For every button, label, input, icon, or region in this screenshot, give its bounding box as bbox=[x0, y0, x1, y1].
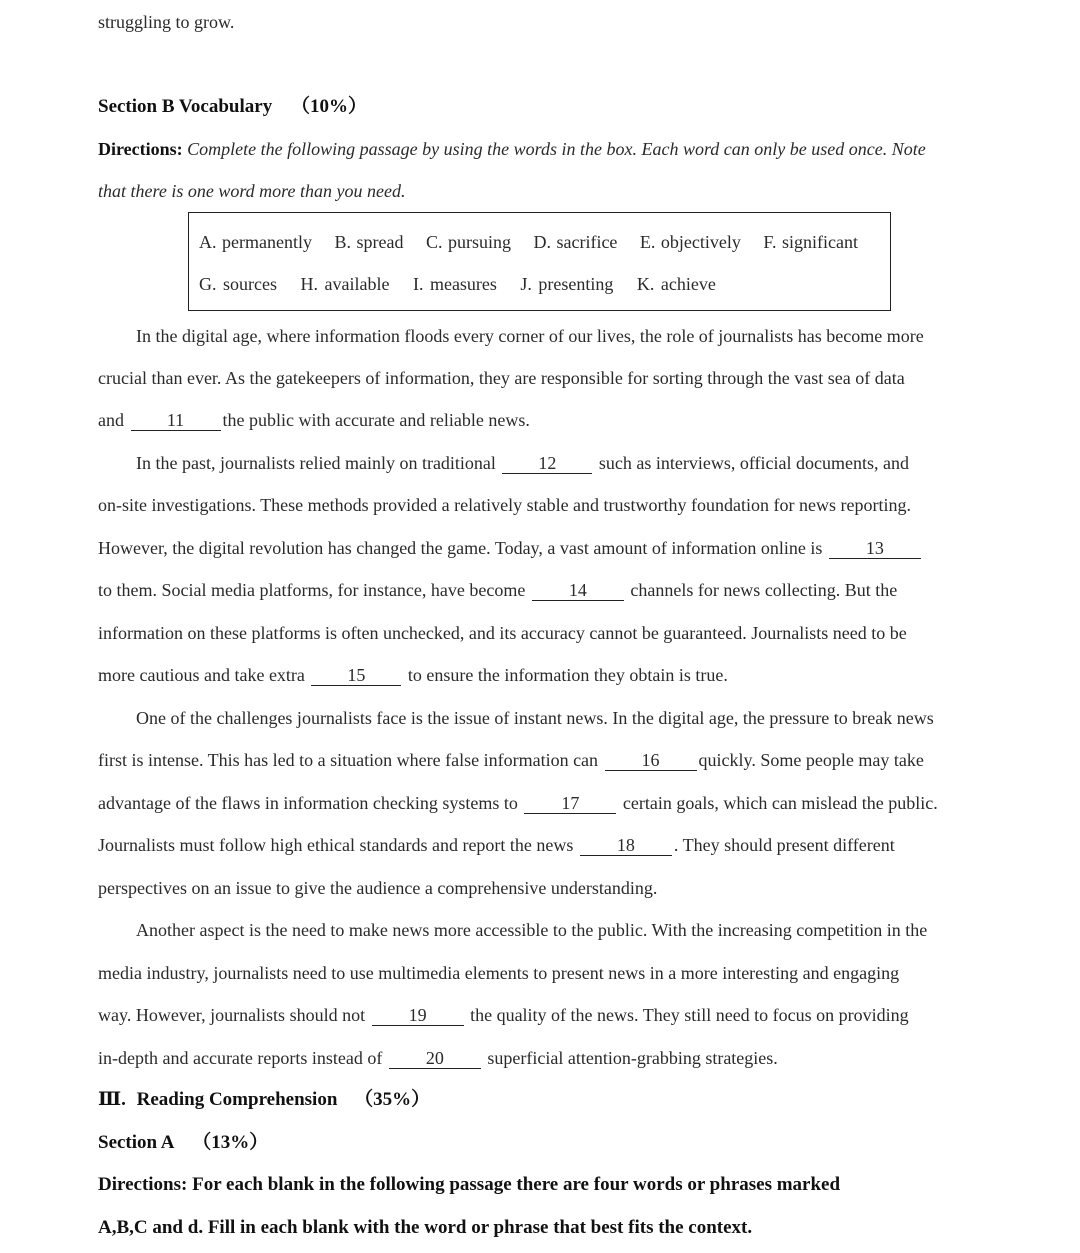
word-option: D. sacrifice bbox=[533, 232, 618, 252]
text-span: certain goals, which can mislead the public. bbox=[622, 793, 938, 813]
p2-line-5: information on these platforms is often unchecked, and its accuracy cannot be guaranteed. Journalists need to be bbox=[98, 623, 907, 643]
word-bank-row-2 bbox=[199, 274, 733, 295]
answer-blank-19[interactable]: 19 bbox=[372, 1005, 464, 1026]
part-3-heading bbox=[98, 1088, 430, 1112]
text-span: In the past, journalists relied mainly on traditional bbox=[136, 453, 496, 473]
p3-line-3 bbox=[98, 791, 938, 815]
text-span: channels for news collecting. But the bbox=[630, 580, 898, 600]
p2-line-6 bbox=[98, 663, 728, 687]
section-b-title: Section B Vocabulary bbox=[98, 96, 273, 117]
answer-blank-15[interactable]: 15 bbox=[311, 665, 401, 686]
text-span: However, the digital revolution has changed the game. Today, a vast amount of information online is bbox=[98, 538, 823, 558]
word-option: B. spread bbox=[334, 232, 404, 252]
word-option: J. presenting bbox=[520, 274, 614, 294]
section-b-percent: （10%） bbox=[290, 96, 367, 117]
text-span: the public with accurate and reliable news. bbox=[222, 410, 530, 430]
word-option: F. significant bbox=[763, 232, 858, 252]
text-span: advantage of the flaws in information checking systems to bbox=[98, 793, 518, 813]
text-span: to ensure the information they obtain is true. bbox=[407, 665, 728, 685]
word-option: K. achieve bbox=[636, 274, 716, 294]
p4-line-1: Another aspect is the need to make news more accessible to the public. With the increasing competition in the bbox=[136, 920, 928, 940]
text-span: way. However, journalists should not bbox=[98, 1005, 366, 1025]
answer-blank-17[interactable]: 17 bbox=[524, 793, 616, 814]
word-option: E. objectively bbox=[639, 232, 741, 252]
p4-line-2: media industry, journalists need to use multimedia elements to present news in a more interesting and engaging bbox=[98, 963, 900, 983]
p3-line-2 bbox=[98, 748, 924, 772]
p2-line-1 bbox=[136, 451, 909, 475]
continued-text: struggling to grow. bbox=[98, 12, 235, 32]
p1-line-3 bbox=[98, 408, 530, 432]
p3-line-4 bbox=[98, 833, 895, 857]
text-span: the quality of the news. They still need to focus on providing bbox=[470, 1005, 909, 1025]
word-bank-row-1 bbox=[199, 232, 858, 253]
answer-blank-13[interactable]: 13 bbox=[829, 538, 921, 559]
answer-blank-14[interactable]: 14 bbox=[532, 580, 624, 601]
p2-line-2: on-site investigations. These methods provided a relatively stable and trustworthy foundation for news reporting. bbox=[98, 495, 911, 515]
word-option: A. permanently bbox=[199, 232, 312, 252]
p2-line-3 bbox=[98, 536, 923, 560]
section-b-directions bbox=[98, 137, 926, 161]
section-a-title: Section A bbox=[98, 1132, 174, 1153]
text-span: first is intense. This has led to a situation where false information can bbox=[98, 750, 599, 770]
directions-text-2: that there is one word more than you need. bbox=[98, 181, 406, 201]
p4-line-4 bbox=[98, 1046, 778, 1070]
part-3-percent: （35%） bbox=[354, 1089, 431, 1110]
section-b-heading bbox=[98, 95, 367, 119]
part-3-numeral: Ⅲ. bbox=[98, 1089, 126, 1110]
answer-blank-11[interactable]: 11 bbox=[131, 410, 221, 431]
text-span: superficial attention-grabbing strategies. bbox=[487, 1048, 778, 1068]
text-span: Journalists must follow high ethical standards and report the news bbox=[98, 835, 574, 855]
answer-blank-16[interactable]: 16 bbox=[605, 750, 697, 771]
text-span: to them. Social media platforms, for instance, have become bbox=[98, 580, 526, 600]
p3-line-5: perspectives on an issue to give the audience a comprehensive understanding. bbox=[98, 878, 658, 898]
text-span: such as interviews, official documents, and bbox=[598, 453, 910, 473]
text-span: and bbox=[98, 410, 124, 430]
text-span: more cautious and take extra bbox=[98, 665, 305, 685]
section-a-directions-1: Directions: For each blank in the following passage there are four words or phrases marked bbox=[98, 1174, 841, 1195]
text-span: in-depth and accurate reports instead of bbox=[98, 1048, 383, 1068]
p1-line-1: In the digital age, where information floods every corner of our lives, the role of journalists has become more bbox=[136, 326, 924, 346]
answer-blank-12[interactable]: 12 bbox=[502, 453, 592, 474]
word-option: G. sources bbox=[199, 274, 277, 294]
p2-line-4 bbox=[98, 578, 897, 602]
word-option: H. available bbox=[300, 274, 390, 294]
p3-line-1: One of the challenges journalists face is the issue of instant news. In the digital age, the pressure to break news bbox=[136, 708, 934, 728]
text-span: quickly. Some people may take bbox=[698, 750, 924, 770]
section-a-heading bbox=[98, 1131, 268, 1155]
text-span: . They should present different bbox=[673, 835, 895, 855]
answer-blank-20[interactable]: 20 bbox=[389, 1048, 481, 1069]
section-a-directions-2: A,B,C and d. Fill in each blank with the word or phrase that best fits the context. bbox=[98, 1217, 753, 1238]
p4-line-3 bbox=[98, 1003, 909, 1027]
part-3-title: Reading Comprehension bbox=[136, 1089, 338, 1110]
answer-blank-18[interactable]: 18 bbox=[580, 835, 672, 856]
directions-text-1: Complete the following passage by using the words in the box. Each word can only be used once. Note bbox=[187, 139, 926, 159]
word-option: C. pursuing bbox=[425, 232, 511, 252]
word-bank-box bbox=[188, 212, 891, 311]
section-a-percent: （13%） bbox=[192, 1132, 269, 1153]
directions-label: Directions: bbox=[98, 139, 183, 159]
p1-line-2: crucial than ever. As the gatekeepers of information, they are responsible for sorting through the vast sea of data bbox=[98, 368, 905, 388]
word-option: I. measures bbox=[412, 274, 497, 294]
